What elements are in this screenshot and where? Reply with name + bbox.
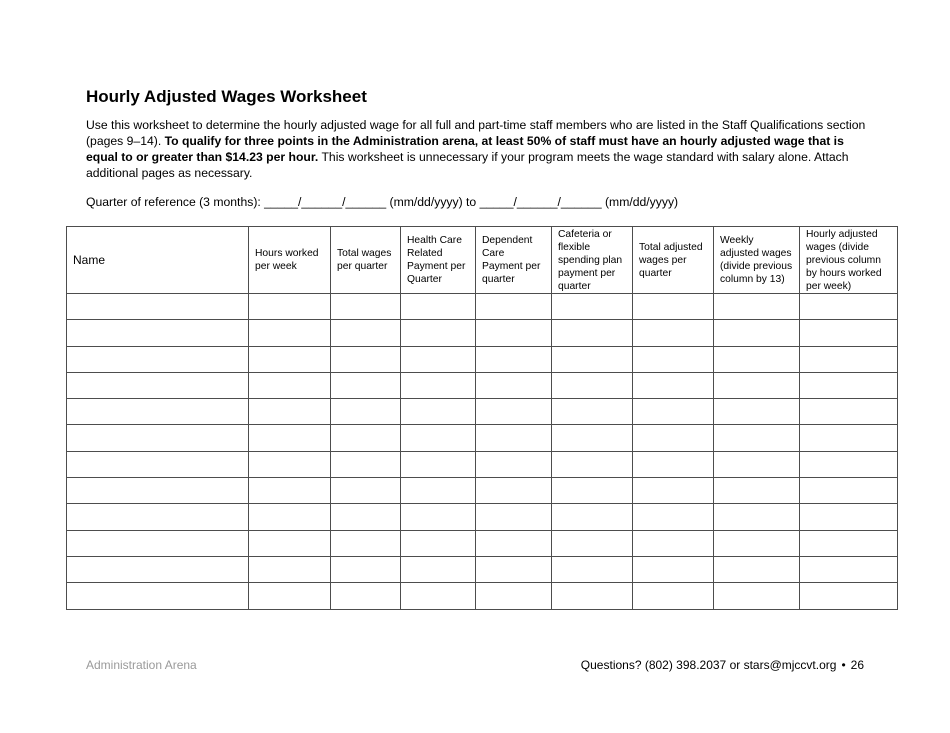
table-cell[interactable] xyxy=(476,556,552,582)
table-cell[interactable] xyxy=(67,530,249,556)
table-cell[interactable] xyxy=(552,583,633,609)
table-cell[interactable] xyxy=(800,372,898,398)
table-cell[interactable] xyxy=(800,478,898,504)
table-row xyxy=(67,583,898,609)
footer-contact xyxy=(581,658,864,672)
table-cell[interactable] xyxy=(714,556,800,582)
table-cell[interactable] xyxy=(67,425,249,451)
table-cell[interactable] xyxy=(552,346,633,372)
table-cell[interactable] xyxy=(800,320,898,346)
header-weekly-adjusted: Weekly adjusted wages (divide previous column by 13) xyxy=(714,227,800,294)
page-number: 26 xyxy=(850,658,864,672)
header-hourly-adjusted: Hourly adjusted wages (divide previous column by hours worked per week) xyxy=(800,227,898,294)
intro-text: Use this worksheet to determine the hourly adjusted wage for all full and part-time staff members who are listed in the Staff Qualifications section (pages 9–14). xyxy=(86,118,866,148)
table-row xyxy=(67,556,898,582)
table-cell[interactable] xyxy=(67,451,249,477)
intro-note: This worksheet is unnecessary if your program meets the wage standard with salary alone. Attach additional pages as necessary. xyxy=(86,150,849,180)
table-cell[interactable] xyxy=(249,372,331,398)
header-total-adjusted: Total adjusted wages per quarter xyxy=(633,227,714,294)
table-body xyxy=(67,294,898,610)
table-cell[interactable] xyxy=(249,346,331,372)
intro-paragraph xyxy=(86,117,866,181)
table-cell[interactable] xyxy=(552,372,633,398)
table-cell[interactable] xyxy=(552,294,633,320)
table-cell[interactable] xyxy=(67,294,249,320)
table-cell[interactable] xyxy=(67,320,249,346)
table-cell[interactable] xyxy=(633,425,714,451)
table-cell[interactable] xyxy=(476,346,552,372)
table-cell[interactable] xyxy=(633,504,714,530)
table-cell[interactable] xyxy=(401,478,476,504)
table-row xyxy=(67,294,898,320)
table-row xyxy=(67,504,898,530)
header-total-wages: Total wages per quarter xyxy=(331,227,401,294)
table-cell[interactable] xyxy=(331,320,401,346)
table-cell[interactable] xyxy=(249,556,331,582)
table-cell[interactable] xyxy=(633,583,714,609)
table-cell[interactable] xyxy=(552,478,633,504)
quarter-of-reference: Quarter of reference (3 months): _____/______/______ (mm/dd/yyyy) to _____/______/______ (mm/dd/yyyy) xyxy=(86,195,679,209)
table-cell[interactable] xyxy=(331,425,401,451)
table-cell[interactable] xyxy=(633,530,714,556)
header-name: Name xyxy=(67,227,249,294)
header-health-care: Health Care Related Payment per Quarter xyxy=(401,227,476,294)
table-cell[interactable] xyxy=(800,425,898,451)
table-cell[interactable] xyxy=(476,504,552,530)
table-cell[interactable] xyxy=(633,320,714,346)
table-row xyxy=(67,346,898,372)
table-cell[interactable] xyxy=(331,372,401,398)
table-row xyxy=(67,372,898,398)
table-cell[interactable] xyxy=(552,556,633,582)
table-cell[interactable] xyxy=(633,294,714,320)
table-cell[interactable] xyxy=(552,425,633,451)
table-cell[interactable] xyxy=(67,556,249,582)
table-cell[interactable] xyxy=(401,451,476,477)
table-cell[interactable] xyxy=(249,399,331,425)
table-cell[interactable] xyxy=(401,346,476,372)
table-cell[interactable] xyxy=(714,294,800,320)
footer-contact-text: Questions? (802) 398.2037 or stars@mjccvt.org xyxy=(580,658,837,672)
table-row xyxy=(67,320,898,346)
table-cell[interactable] xyxy=(800,399,898,425)
table-header-row xyxy=(67,227,898,294)
table-cell[interactable] xyxy=(476,372,552,398)
table-row xyxy=(67,399,898,425)
table-cell[interactable] xyxy=(800,530,898,556)
table-cell[interactable] xyxy=(331,478,401,504)
table-cell[interactable] xyxy=(67,504,249,530)
table-cell[interactable] xyxy=(476,451,552,477)
table-cell[interactable] xyxy=(331,530,401,556)
table-cell[interactable] xyxy=(800,346,898,372)
table-cell[interactable] xyxy=(714,346,800,372)
table-cell[interactable] xyxy=(249,504,331,530)
table-cell[interactable] xyxy=(714,399,800,425)
table-cell[interactable] xyxy=(67,346,249,372)
table-cell[interactable] xyxy=(800,556,898,582)
table-cell[interactable] xyxy=(249,451,331,477)
table-cell[interactable] xyxy=(476,320,552,346)
table-cell[interactable] xyxy=(552,451,633,477)
table-cell[interactable] xyxy=(67,478,249,504)
table-row xyxy=(67,451,898,477)
table-cell[interactable] xyxy=(249,478,331,504)
table-cell[interactable] xyxy=(401,556,476,582)
table-cell[interactable] xyxy=(633,399,714,425)
table-cell[interactable] xyxy=(331,583,401,609)
table-cell[interactable] xyxy=(552,399,633,425)
table-cell[interactable] xyxy=(401,504,476,530)
table-cell[interactable] xyxy=(401,399,476,425)
table-cell[interactable] xyxy=(714,320,800,346)
intro-requirement: To qualify for three points in the Administration arena, at least 50% of staff must have an hourly adjusted wage that is equal to or greater than $14.23 per hour. xyxy=(86,134,844,164)
table-cell[interactable] xyxy=(476,583,552,609)
header-hours-worked: Hours worked per week xyxy=(249,227,331,294)
footer-arena: Administration Arena xyxy=(86,658,197,672)
wages-table xyxy=(66,226,898,610)
page-title: Hourly Adjusted Wages Worksheet xyxy=(86,87,367,106)
table-cell[interactable] xyxy=(714,451,800,477)
table-cell[interactable] xyxy=(476,478,552,504)
table-cell[interactable] xyxy=(633,556,714,582)
table-cell[interactable] xyxy=(401,294,476,320)
table-row xyxy=(67,478,898,504)
table-cell[interactable] xyxy=(249,530,331,556)
table-cell[interactable] xyxy=(800,504,898,530)
table-cell[interactable] xyxy=(401,425,476,451)
table-cell[interactable] xyxy=(633,451,714,477)
table-cell[interactable] xyxy=(249,583,331,609)
table-cell[interactable] xyxy=(633,478,714,504)
table-cell[interactable] xyxy=(714,530,800,556)
table-cell[interactable] xyxy=(552,320,633,346)
table-row xyxy=(67,530,898,556)
table-cell[interactable] xyxy=(476,399,552,425)
table-cell[interactable] xyxy=(714,504,800,530)
table-cell[interactable] xyxy=(633,372,714,398)
table-cell[interactable] xyxy=(552,530,633,556)
table-cell[interactable] xyxy=(633,346,714,372)
table-cell[interactable] xyxy=(249,294,331,320)
table-cell[interactable] xyxy=(331,294,401,320)
table-cell[interactable] xyxy=(331,556,401,582)
table-cell[interactable] xyxy=(331,504,401,530)
table-cell[interactable] xyxy=(401,583,476,609)
table-cell[interactable] xyxy=(476,294,552,320)
table-cell[interactable] xyxy=(401,320,476,346)
table-cell[interactable] xyxy=(67,372,249,398)
table-cell[interactable] xyxy=(714,583,800,609)
table-cell[interactable] xyxy=(552,504,633,530)
table-cell[interactable] xyxy=(249,425,331,451)
table-cell[interactable] xyxy=(714,425,800,451)
table-cell[interactable] xyxy=(67,583,249,609)
footer-separator: • xyxy=(841,658,846,672)
table-cell[interactable] xyxy=(331,451,401,477)
table-cell[interactable] xyxy=(401,530,476,556)
table-cell[interactable] xyxy=(401,372,476,398)
table-cell[interactable] xyxy=(800,583,898,609)
table-cell[interactable] xyxy=(476,530,552,556)
header-cafeteria: Cafeteria or flexible spending plan payment per quarter xyxy=(552,227,633,294)
table-cell[interactable] xyxy=(714,372,800,398)
table-cell[interactable] xyxy=(800,451,898,477)
table-cell[interactable] xyxy=(331,399,401,425)
table-cell[interactable] xyxy=(800,294,898,320)
header-dependent-care: Dependent Care Payment per quarter xyxy=(476,227,552,294)
table-cell[interactable] xyxy=(476,425,552,451)
table-cell[interactable] xyxy=(331,346,401,372)
table-row xyxy=(67,425,898,451)
table-cell[interactable] xyxy=(714,478,800,504)
table-cell[interactable] xyxy=(67,399,249,425)
table-cell[interactable] xyxy=(249,320,331,346)
